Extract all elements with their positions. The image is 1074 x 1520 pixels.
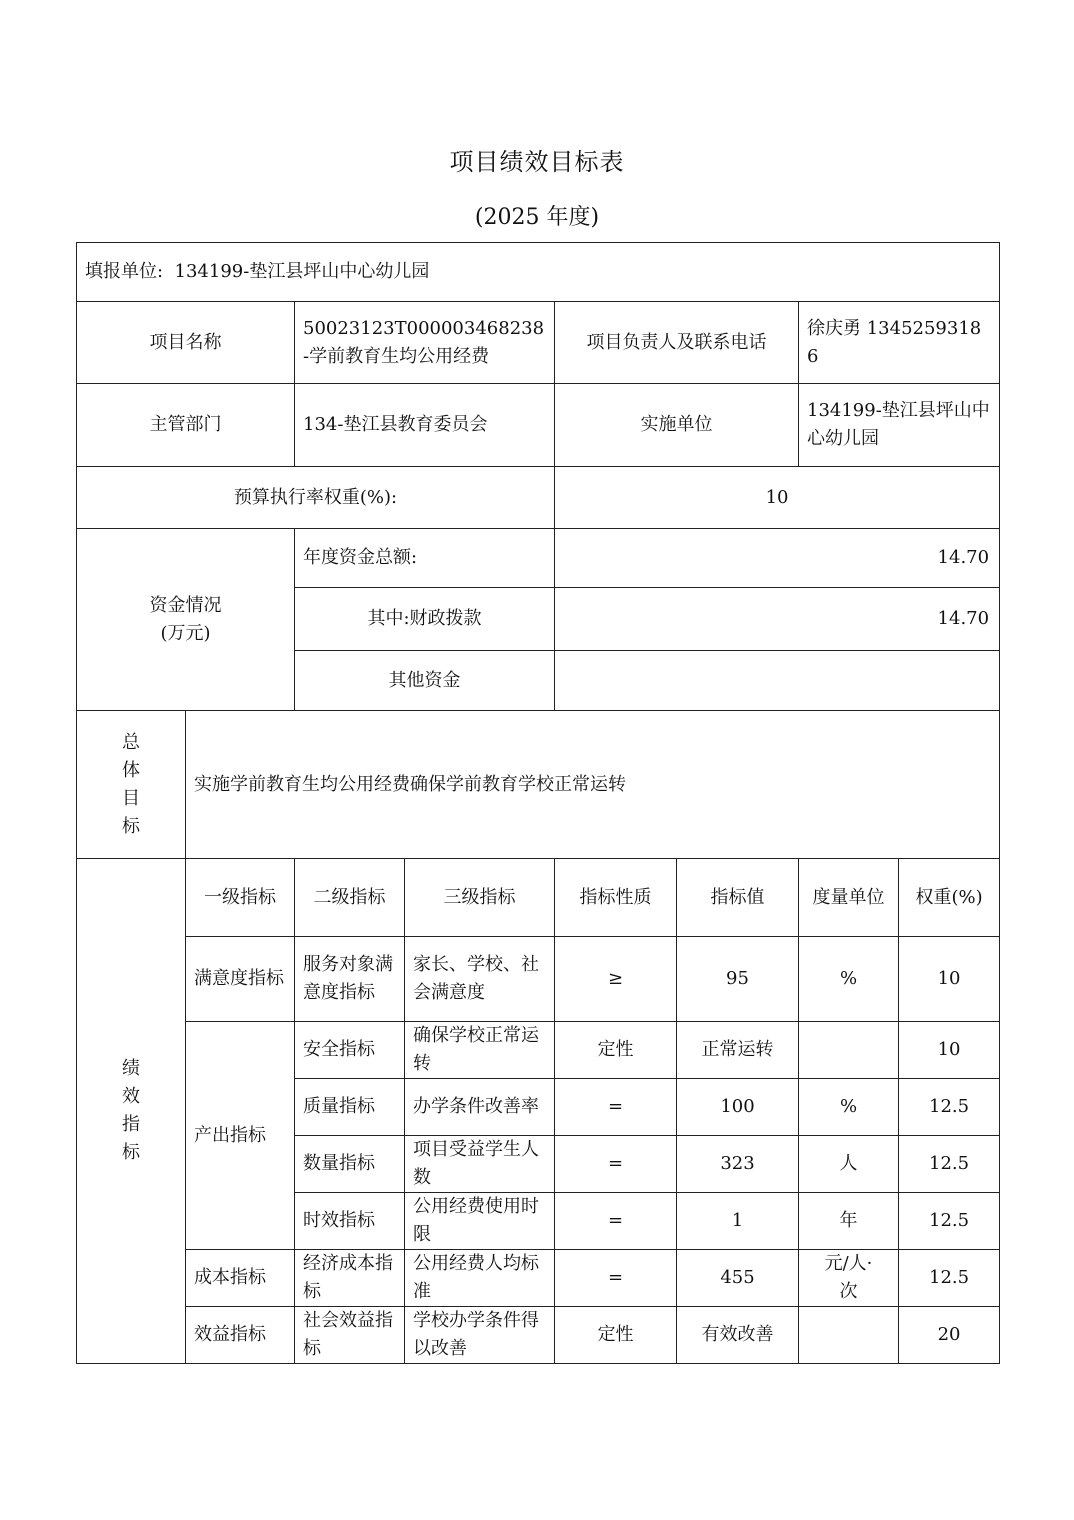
indicator-nature: = [555,1136,677,1193]
funds-total-label: 年度资金总额: [295,529,555,588]
funds-fiscal-value: 14.70 [555,588,1000,651]
level1-indicator: 效益指标 [186,1307,295,1364]
funds-label-line2: (万元) [160,622,211,644]
level2-indicator: 安全指标 [295,1022,405,1079]
indicator-unit: % [799,1079,899,1136]
column-header: 三级指标 [405,859,555,937]
indicator-weight: 10 [899,937,1000,1022]
level3-indicator: 家长、学校、社会满意度 [405,937,555,1022]
level2-indicator: 质量指标 [295,1079,405,1136]
level2-indicator: 经济成本指标 [295,1250,405,1307]
level3-indicator: 项目受益学生人数 [405,1136,555,1193]
indicator-value: 455 [677,1250,799,1307]
reporting-unit-value: 134199-垫江县坪山中心幼儿园 [174,261,430,282]
level3-indicator: 公用经费使用时限 [405,1193,555,1250]
indicator-weight: 12.5 [899,1193,1000,1250]
table-row [77,1307,1000,1364]
budget-weight-label: 预算执行率权重(%): [77,467,555,529]
goal-label-char: 体 [122,759,140,781]
indicator-weight: 12.5 [899,1079,1000,1136]
column-header: 度量单位 [799,859,899,937]
indicator-nature: = [555,1250,677,1307]
indicator-nature: 定性 [555,1307,677,1364]
dept-value: 134-垫江县教育委员会 [295,384,555,467]
indicator-nature: ≥ [555,937,677,1022]
level2-indicator: 时效指标 [295,1193,405,1250]
performance-label-char: 标 [122,1142,140,1163]
column-header: 二级指标 [295,859,405,937]
indicator-unit [799,1022,899,1079]
level3-indicator: 办学条件改善率 [405,1079,555,1136]
table-row [77,1250,1000,1307]
project-name-label: 项目名称 [77,302,295,384]
goal-label-char: 标 [122,815,140,837]
indicator-weight: 20 [899,1307,1000,1364]
performance-label-char: 指 [122,1114,140,1135]
goal-label-char: 目 [122,787,140,809]
table-row [77,937,1000,1022]
indicator-nature: 定性 [555,1022,677,1079]
funds-other-value [555,651,1000,711]
indicator-nature: = [555,1079,677,1136]
project-leader-label: 项目负责人及联系电话 [555,302,799,384]
performance-label [77,859,186,1364]
goal-label-char: 总 [122,731,140,753]
reporting-unit-cell [77,243,1000,302]
goal-label [77,711,186,859]
level2-indicator: 数量指标 [295,1136,405,1193]
indicator-value: 323 [677,1136,799,1193]
indicator-weight: 12.5 [899,1250,1000,1307]
level2-indicator: 社会效益指标 [295,1307,405,1364]
funds-total-value: 14.70 [555,529,1000,588]
performance-table [76,242,1000,1364]
level1-indicator: 满意度指标 [186,937,295,1022]
goal-text: 实施学前教育生均公用经费确保学前教育学校正常运转 [186,711,1000,859]
reporting-unit-label: 填报单位: [85,261,164,282]
funds-label-line1: 资金情况 [149,594,222,616]
level3-indicator: 学校办学条件得以改善 [405,1307,555,1364]
indicator-unit: 人 [799,1136,899,1193]
indicator-value: 100 [677,1079,799,1136]
indicator-unit [799,1307,899,1364]
funds-fiscal-label: 其中:财政拨款 [295,588,555,651]
indicator-value: 有效改善 [677,1307,799,1364]
column-header: 权重(%) [899,859,1000,937]
impl-unit-label: 实施单位 [555,384,799,467]
level1-indicator: 成本指标 [186,1250,295,1307]
indicator-unit: 年 [799,1193,899,1250]
indicator-weight: 12.5 [899,1136,1000,1193]
indicator-unit: 元/人·次 [799,1250,899,1307]
level3-indicator: 确保学校正常运转 [405,1022,555,1079]
project-name-value: 50023123T000003468238-学前教育生均公用经费 [295,302,555,384]
indicator-value: 95 [677,937,799,1022]
budget-weight-value: 10 [555,467,1000,529]
column-header: 指标值 [677,859,799,937]
column-header: 一级指标 [186,859,295,937]
column-header: 指标性质 [555,859,677,937]
table-row [77,1022,1000,1079]
funds-other-label: 其他资金 [295,651,555,711]
impl-unit-value: 134199-垫江县坪山中心幼儿园 [799,384,1000,467]
indicator-nature: = [555,1193,677,1250]
performance-label-char: 效 [122,1086,140,1107]
indicator-weight: 10 [899,1022,1000,1079]
indicator-unit: % [799,937,899,1022]
performance-label-char: 绩 [122,1058,140,1079]
level1-indicator: 产出指标 [186,1022,295,1250]
indicator-value: 1 [677,1193,799,1250]
dept-label: 主管部门 [77,384,295,467]
level3-indicator: 公用经费人均标准 [405,1250,555,1307]
page-subtitle: (2025 年度) [474,205,600,230]
indicator-value: 正常运转 [677,1022,799,1079]
page-title: 项目绩效目标表 [449,148,625,176]
funds-label [77,529,295,711]
project-leader-value: 徐庆勇 13452593186 [799,302,1000,384]
level2-indicator: 服务对象满意度指标 [295,937,405,1022]
